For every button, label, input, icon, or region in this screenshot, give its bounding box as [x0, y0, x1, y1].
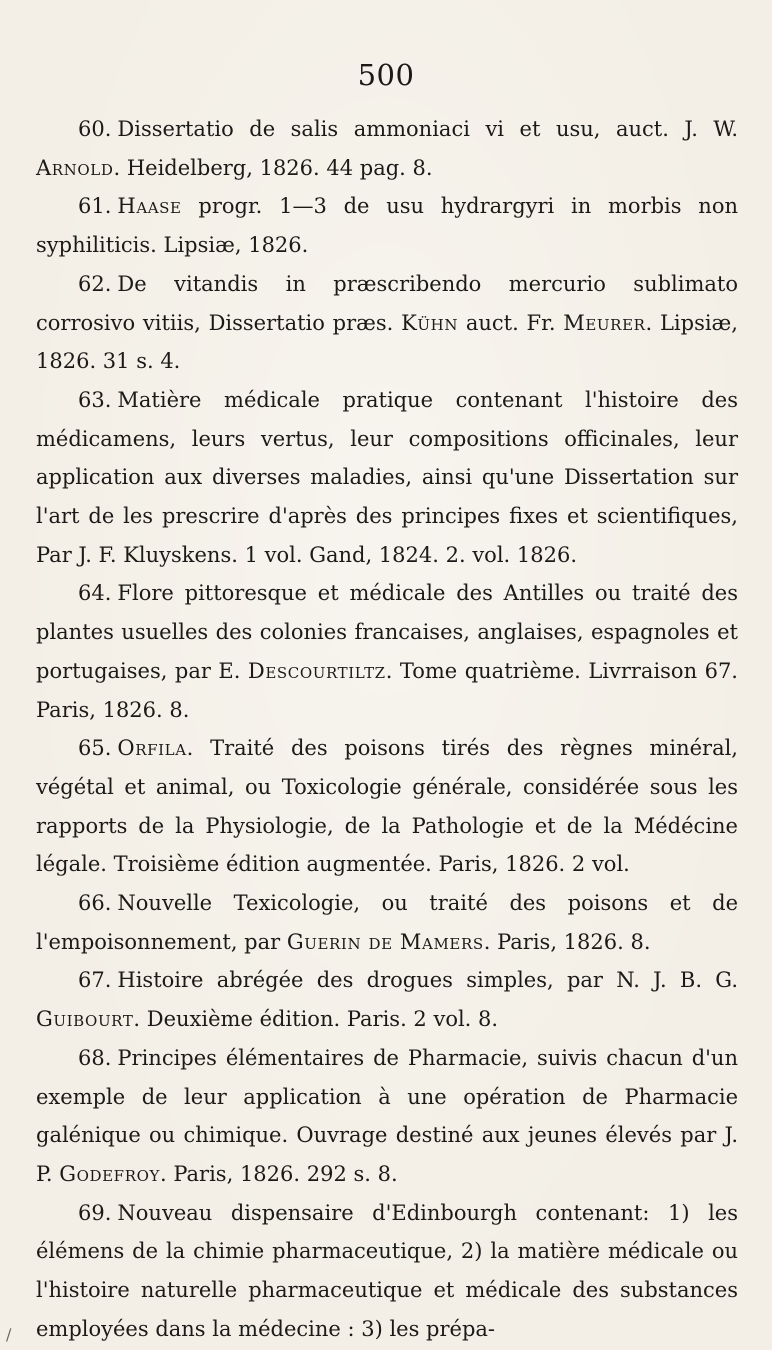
entry-number: 66. [78, 891, 112, 916]
entry-number: 61. [78, 194, 112, 219]
bibliography-entry-62 [36, 265, 738, 381]
entry-number: 64. [78, 581, 112, 606]
entry-author: Kühn [401, 310, 459, 335]
entry-author: Haase [117, 194, 182, 219]
entry-text: Principes élémentaires de Pharmacie, suivis chacun d'un exemple de leur application à une opération de Pharmacie galénique ou chimique. Ouvrage destiné aux jeunes élevés par J. P. [36, 1045, 738, 1186]
entry-text: Nouvelle Texicologie, ou traité des poisons et de l'empoisonnement, par [36, 891, 738, 954]
bibliography-entry-68 [36, 1039, 738, 1194]
bibliography-entry-66 [36, 884, 738, 961]
entry-number: 65. [78, 736, 112, 761]
entry-text: . Lipsiæ, 1826. 31 s. 4. [36, 310, 738, 374]
entry-number: 63. [78, 387, 112, 412]
entry-number: 60. [78, 117, 112, 141]
entry-author: Godefroy [59, 1161, 160, 1186]
entry-text: Nouveau dispensaire d'Edinbourgh contenant: 1) les élémens de la chimie pharmaceutique, 2) la matière médicale ou l'histoire naturelle pharmaceutique et médicale des substances employées dans la médecine : 3) les prépa- [36, 1200, 738, 1341]
entry-text: . Heidelberg, 1826. 44 pag. 8. [113, 155, 433, 180]
bibliography-entry-67 [36, 961, 738, 1038]
entry-author: Meurer [563, 310, 646, 335]
bibliography-entry-61 [36, 187, 738, 264]
entry-text: Matière médicale pratique contenant l'histoire des médicamens, leurs vertus, leur compositions officinales, leur application aux diverses maladies, ainsi qu'une Dissertation sur l'art de les prescrire d'après des principes fixes et scientifiques, Par J. F. Kluyskens. 1 vol. Gand, 1824. 2. vol. 1826. [36, 387, 738, 567]
entry-text: auct. Fr. [458, 310, 564, 335]
entry-text: . Traité des poisons tirés des règnes minéral, végétal et animal, ou Toxicologie générale, considérée sous les rapports de la Physiologie, de la Pathologie et de la Médécine légale. Troisième édition augmentée. Paris, 1826. 2 vol. [36, 736, 738, 877]
entry-author: Descourtiltz [247, 658, 386, 683]
entry-author: Arnold [36, 155, 114, 180]
entry-number: 62. [78, 271, 112, 296]
entry-text: . Paris, 1826. 292 s. 8. [160, 1161, 398, 1186]
entry-text: . Paris, 1826. 8. [483, 929, 651, 954]
entry-text: progr. 1—3 de usu hydrargyri in morbis non syphiliticis. Lipsiæ, 1826. [36, 194, 738, 258]
bibliography-entry-60 [36, 110, 738, 187]
bibliography-entry-64 [36, 574, 738, 729]
entry-number: 69. [78, 1200, 112, 1225]
page-number: 500 [357, 58, 415, 92]
entry-number: 68. [78, 1045, 112, 1070]
bibliography-entry-63 [36, 381, 738, 575]
entry-number: 67. [78, 968, 112, 993]
bibliography-list [36, 110, 738, 1349]
entry-author: Orfila [117, 736, 187, 761]
margin-mark-icon: ∕ [6, 1325, 12, 1344]
entry-text: . Deuxième édition. Paris. 2 vol. 8. [133, 1007, 499, 1032]
entry-author: Guerin de Mamers [286, 929, 484, 954]
entry-text: . Tome quatrième. Livrraison 67. Paris, 1826. 8. [36, 658, 738, 722]
bibliography-entry-65 [36, 729, 738, 884]
entry-text: Flore pittoresque et médicale des Antilles ou traité des plantes usuelles des colonies francaises, anglaises, espagnoles et portugaises, par E. [36, 581, 738, 683]
entry-author: Guibourt [36, 1007, 134, 1032]
bibliography-entry-69 [36, 1194, 738, 1349]
entry-text: De vitandis in præscribendo mercurio sublimato corrosivo vitiis, Dissertatio præs. [36, 271, 738, 335]
entry-text: Histoire abrégée des drogues simples, par N. J. B. G. [117, 968, 738, 993]
entry-text: Dissertatio de salis ammoniaci vi et usu, auct. J. W. [117, 117, 738, 141]
